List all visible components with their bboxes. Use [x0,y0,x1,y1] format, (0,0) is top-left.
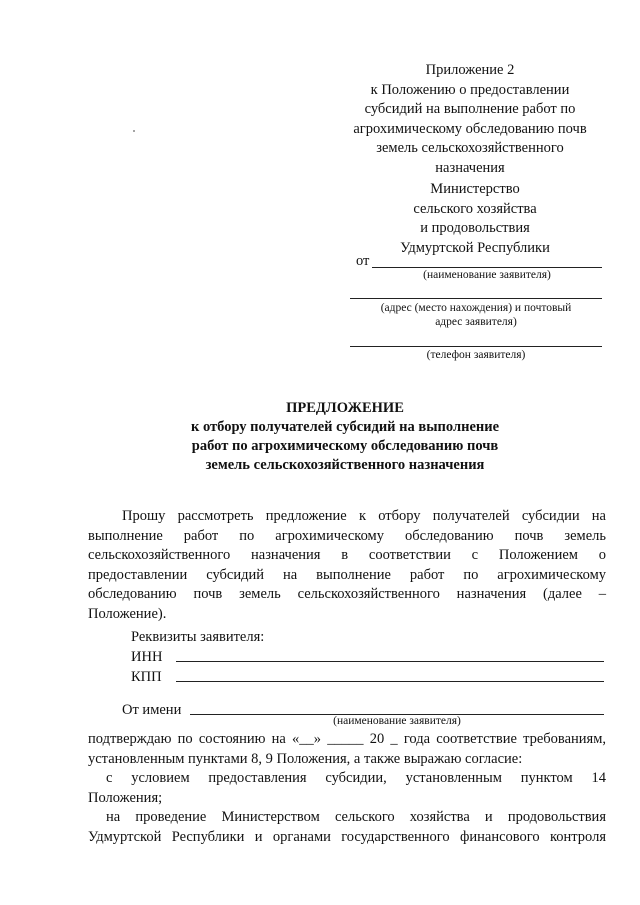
kpp-label: КПП [131,669,162,685]
appendix-line: агрохимическому обследованию почв [353,120,587,137]
confirmation-paragraph [88,730,606,847]
applicant-name-caption: (наименование заявителя) [423,269,551,281]
addressee-line: и продовольствия [420,220,530,236]
address-caption-line: (адрес (место нахождения) и почтовый [380,302,572,314]
scan-speck [133,130,135,132]
appendix-line: назначения [435,159,505,176]
addressee-line: сельского хозяйства [413,200,537,217]
confirmation-line: подтверждаю по состоянию на «__» _____ 20 _ года соответствие требованиям, [88,731,606,747]
appendix-line: субсидий на выполнение работ по [364,101,576,117]
phone-caption: (телефон заявителя) [426,349,526,361]
confirmation-line: установленным пунктами 8, 9 Положения, а также выражаю согласие: [88,750,523,767]
intro-line: сельскохозяйственного назначения в соответствии с Положением о [88,547,606,563]
appendix-line: земель сельскохозяйственного [376,140,564,156]
intro-line: Прошу рассмотреть предложение к отбору получателей субсидии на [122,508,606,524]
confirmation-line: Удмуртской Республики и органами государственного финансового контроля [88,828,606,845]
document-title [95,399,595,475]
addressee-line: Министерство [430,181,520,197]
appendix-line: к Положению о предоставлении [370,81,570,98]
intro-line: Положение). [88,605,167,622]
confirmation-line: Положения; [88,789,163,806]
intro-line: обследованию почв земель сельскохозяйственного назначения (далее – [88,586,606,602]
on-behalf-caption: (наименование заявителя) [333,715,461,727]
inn-line [176,661,604,662]
title-line: земель сельскохозяйственного назначения [205,457,485,473]
intro-line: предоставлении субсидий на выполнение работ по агрохимическому [88,566,606,583]
addressee-line: Удмуртской Республики [400,239,550,256]
address-caption-line: адрес заявителя) [435,316,517,328]
title-heading: ПРЕДЛОЖЕНИЕ [286,400,404,416]
requisites-label: Реквизиты заявителя: [131,629,265,645]
phone-line [350,346,602,347]
appendix-block [320,61,620,178]
title-line: к отбору получателей субсидий на выполнение [190,419,500,435]
from-label: от [356,253,370,269]
inn-label: ИНН [131,649,163,665]
title-line: работ по агрохимическому обследованию почв [191,438,499,454]
on-behalf-label: От имени [122,702,182,718]
appendix-line: Приложение 2 [425,62,515,78]
kpp-line [176,681,604,682]
intro-paragraph [88,507,606,624]
confirmation-line: на проведение Министерством сельского хозяйства и продовольствия [106,809,606,825]
addressee-block [340,180,610,258]
intro-line: выполнение работ по агрохимическому обследованию почв земель [88,527,606,544]
address-line [350,298,602,299]
confirmation-line: с условием предоставления субсидии, установленным пунктом 14 [106,770,606,786]
address-caption [350,301,602,329]
